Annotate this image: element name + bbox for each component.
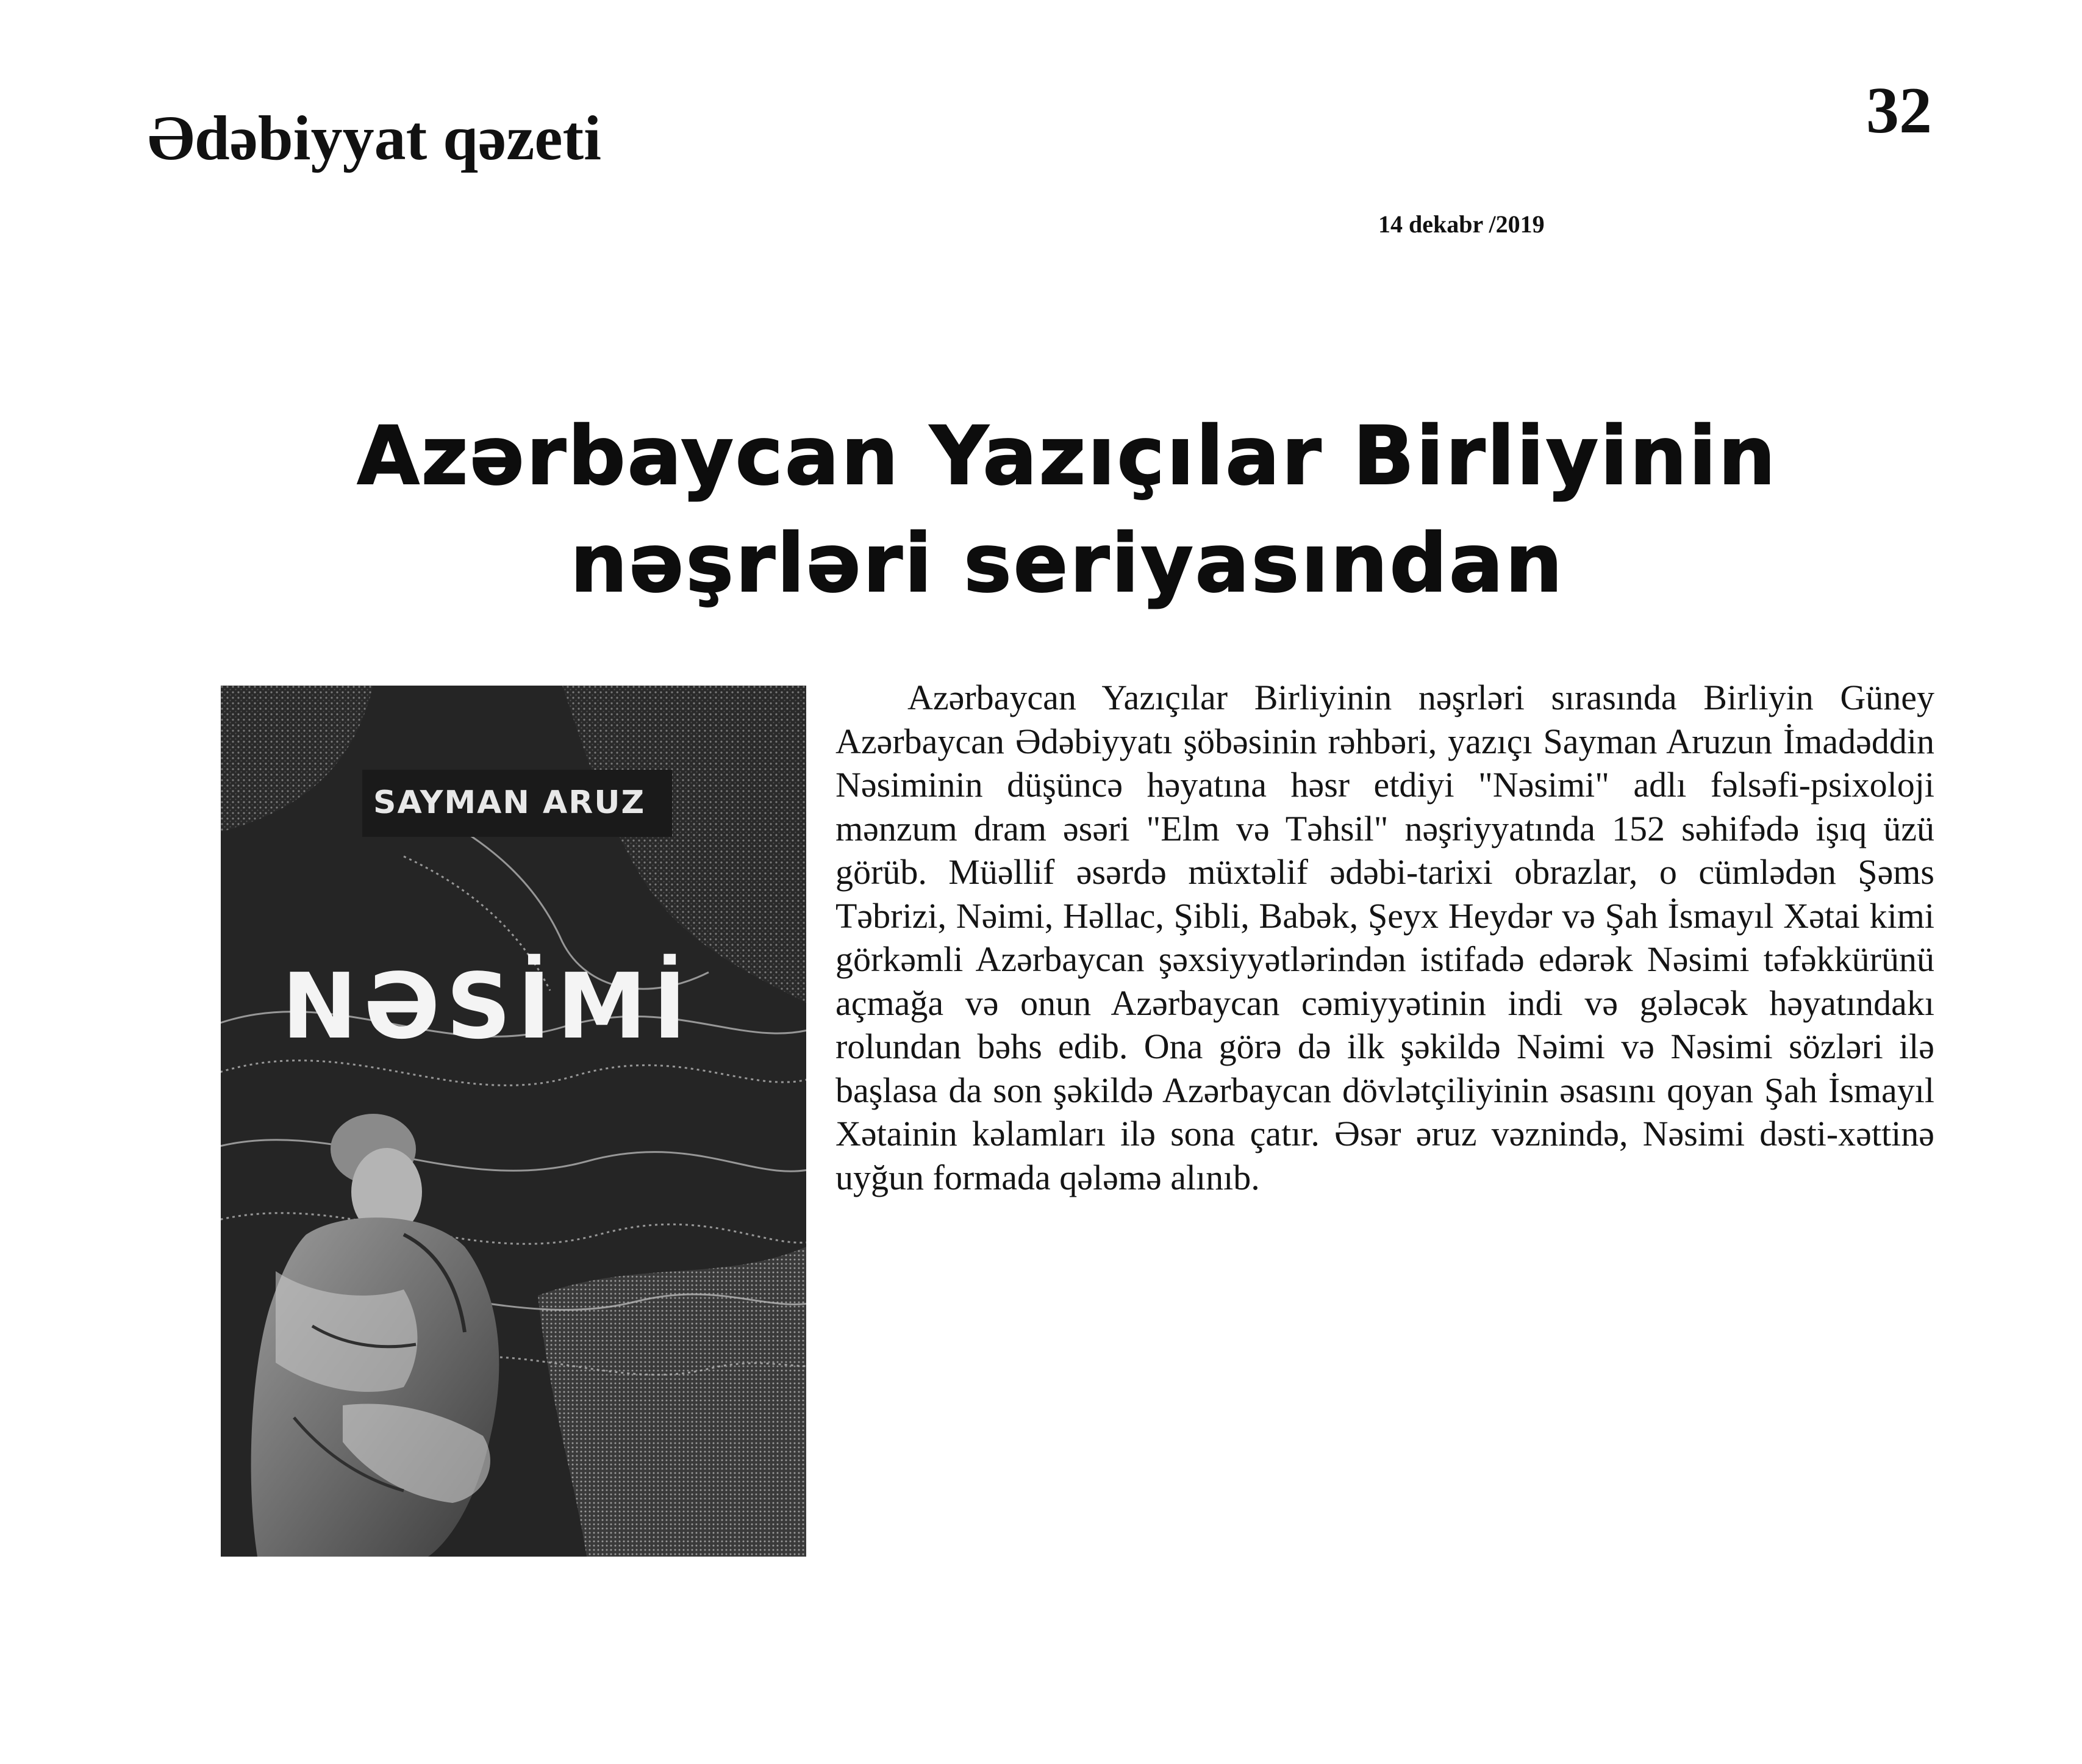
headline-line-2: nəşrləri seriyasından [570,517,1565,611]
cover-author-name: SAYMAN ARUZ [373,784,646,821]
article-headline [207,403,1927,617]
newspaper-name: Ədəbiyyat qəzeti [148,103,602,173]
cover-book-title: NƏSİMİ [282,954,693,1059]
page-number: 32 [1866,74,1932,147]
article-body: Azərbaycan Yazıçılar Birliyinin nəşrləri sırasında Birliyin Güney Azərbaycan Ədəbiyyatı şöbəsinin rəhbəri, yazıçı Sayman Aruzun İmadəddin Nəsiminin düşüncə həyatına həsr etdiyi "Nəsimi" adlı fəlsəfi-psixoloji mənzum dram əsəri "Elm və Təhsil" nəşriyyatında 152 səhifədə işıq üzü görüb. Müəllif əsərdə müxtəlif ədəbi-tarixi obrazlar, o cümlədən Şəms Təbrizi, Nəimi, Həllac, Şibli, Babək, Şeyx Heydər və Şah İsmayıl Xətai kimi görkəmli Azərbaycan şəxsiyyətlərindən istifadə edərək Nəsimi təfəkkürünü açmağa və onun Azərbaycan cəmiyyətinin indi və gələcək həyatındakı rolundan bəhs edib. Ona görə də ilk şəkildə Nəimi və Nəsimi sözləri ilə başlasa da son şəkildə Azərbaycan dövlətçiliyinin əsasını qoyan Şah İsmayıl Xətainin kəlamları ilə sona çatır. Əsər əruz vəznində, Nəsimi dəsti-xəttinə uyğun formada qələmə alınıb. [835,678,1934,1197]
book-cover-image [221,686,806,1557]
issue-date: 14 dekabr /2019 [1378,210,1545,238]
headline-line-1: Azərbaycan Yazıçılar Birliyinin [357,409,1778,503]
